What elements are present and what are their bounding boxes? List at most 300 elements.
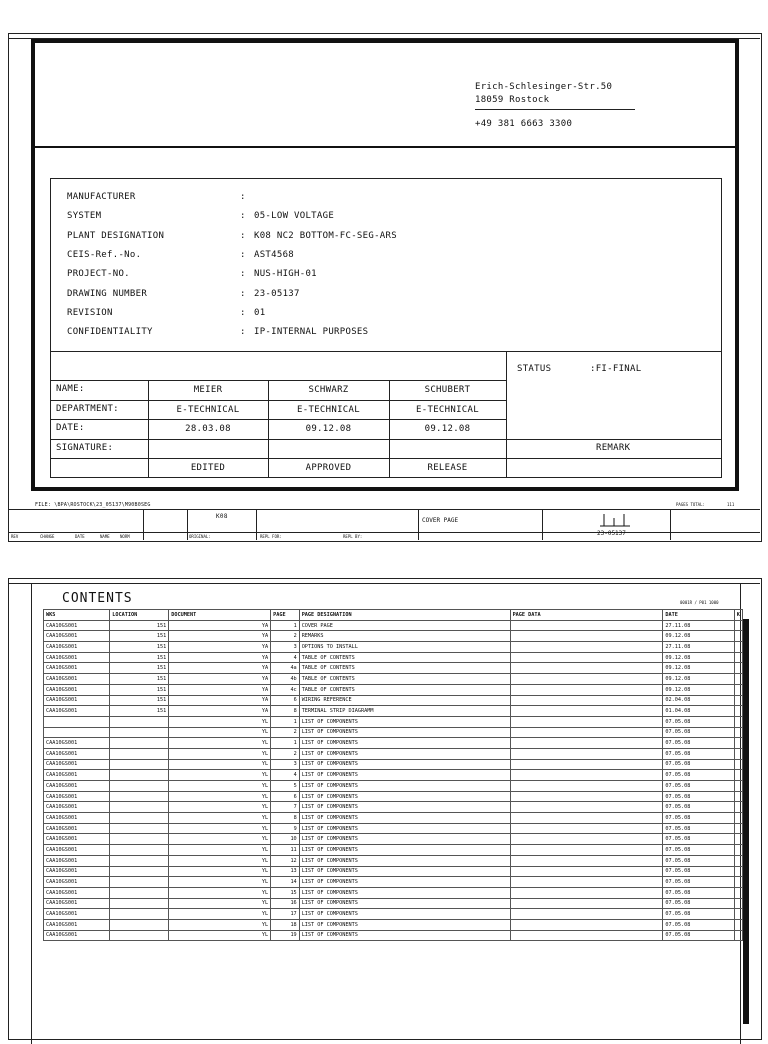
cell-wks: CAA10GS001 (44, 770, 110, 781)
cell-date: 02.04.08 (663, 695, 734, 706)
cell-wks: CAA10GS001 (44, 834, 110, 845)
cell-date: 07.05.08 (663, 919, 734, 930)
cell-loc (110, 727, 169, 738)
cell-loc (110, 919, 169, 930)
cell-empty (510, 791, 663, 802)
cell-wks (44, 716, 110, 727)
tb-bottom-label: NAME (100, 534, 110, 539)
tb-cover-page: COVER PAGE (422, 517, 459, 524)
cell-date: 07.05.08 (663, 770, 734, 781)
cell-page: 13 (271, 866, 300, 877)
cell-wks: CAA10GS001 (44, 759, 110, 770)
cell-des: LIST OF COMPONENTS (299, 802, 510, 813)
cell-empty (734, 866, 742, 877)
cell-empty (734, 823, 742, 834)
cell-des: LIST OF COMPONENTS (299, 898, 510, 909)
cell-wks: CAA10GS001 (44, 845, 110, 856)
cell-doc: YA (169, 695, 271, 706)
cell-empty (510, 781, 663, 792)
cell-empty (510, 770, 663, 781)
col-page-data: PAGE DATA (510, 610, 663, 621)
field-label: PLANT DESIGNATION (67, 230, 165, 241)
sign-grid-line (50, 419, 506, 420)
cell-page: 2 (271, 748, 300, 759)
table-row (44, 716, 743, 727)
signer-date: 28.03.08 (185, 424, 231, 434)
tb-bottom-label: NORM (120, 534, 130, 539)
logo-mark-icon (600, 512, 630, 528)
cell-empty (510, 919, 663, 930)
cell-date: 07.05.08 (663, 909, 734, 920)
sign-grid-line (50, 458, 506, 459)
cell-doc: YL (169, 727, 271, 738)
cell-page: 4 (271, 770, 300, 781)
cell-empty (734, 684, 742, 695)
cell-empty (510, 727, 663, 738)
cell-loc: 151 (110, 684, 169, 695)
cell-loc (110, 823, 169, 834)
cell-page: 4b (271, 674, 300, 685)
cell-date: 07.05.08 (663, 791, 734, 802)
tb-pages-total-value: 111 (727, 502, 735, 507)
cell-empty (510, 748, 663, 759)
cell-des: LIST OF COMPONENTS (299, 770, 510, 781)
cell-empty (734, 759, 742, 770)
cell-loc (110, 866, 169, 877)
cell-des: LIST OF COMPONENTS (299, 919, 510, 930)
cell-doc: YL (169, 898, 271, 909)
cell-wks: CAA10GS001 (44, 738, 110, 749)
cell-empty (510, 642, 663, 653)
table-row (44, 791, 743, 802)
cell-wks (44, 727, 110, 738)
table-row (44, 919, 743, 930)
field-colon: : (240, 288, 246, 299)
cell-empty (510, 652, 663, 663)
cell-empty (510, 706, 663, 717)
table-row (44, 631, 743, 642)
signer-date: 09.12.08 (424, 424, 471, 434)
cell-page: 8 (271, 813, 300, 824)
cell-date: 07.05.08 (663, 855, 734, 866)
cell-loc (110, 802, 169, 813)
field-colon: : (240, 269, 246, 280)
address-line1: Erich-Schlesinger-Str.50 (475, 82, 613, 92)
cell-empty (734, 781, 742, 792)
cell-page: 2 (271, 631, 300, 642)
cell-loc: 151 (110, 663, 169, 674)
cell-wks: CAA10GS001 (44, 930, 110, 941)
cell-date: 07.05.08 (663, 866, 734, 877)
cell-doc: YA (169, 674, 271, 685)
cell-loc (110, 759, 169, 770)
signer-date: 09.12.08 (305, 424, 352, 434)
cell-empty (510, 887, 663, 898)
cell-wks: CAA10GS001 (44, 909, 110, 920)
cell-date: 07.05.08 (663, 898, 734, 909)
cell-doc: YA (169, 684, 271, 695)
cell-doc: YL (169, 877, 271, 888)
cell-loc (110, 781, 169, 792)
cell-doc: YL (169, 770, 271, 781)
cell-doc: YL (169, 919, 271, 930)
cell-empty (510, 631, 663, 642)
cell-doc: YA (169, 706, 271, 717)
cell-date: 09.12.08 (663, 684, 734, 695)
tb-k08: K08 (216, 513, 228, 520)
cell-empty (510, 802, 663, 813)
field-label: PROJECT-NO. (67, 269, 130, 280)
cell-des: LIST OF COMPONENTS (299, 909, 510, 920)
cell-wks: CAA10GS001 (44, 695, 110, 706)
cell-empty (734, 706, 742, 717)
field-colon: : (240, 307, 246, 318)
cell-loc: 151 (110, 652, 169, 663)
signer-name: SCHWARZ (308, 385, 349, 395)
tb-bottom-label: DATE (75, 534, 85, 539)
signer-role: APPROVED (305, 463, 352, 473)
cell-loc (110, 898, 169, 909)
cell-doc: YL (169, 845, 271, 856)
cell-wks: CAA10GS001 (44, 781, 110, 792)
tb-col (670, 509, 671, 540)
cell-empty (510, 823, 663, 834)
cell-doc: YL (169, 887, 271, 898)
field-colon: : (240, 249, 246, 260)
sign-grid-line (50, 400, 506, 401)
table-row (44, 652, 743, 663)
cell-empty (510, 866, 663, 877)
cell-page: 17 (271, 909, 300, 920)
signer-name: MEIER (193, 385, 223, 395)
remark-label: REMARK (596, 443, 631, 453)
tb-pages-total-label: PAGES TOTAL: (676, 502, 705, 507)
cell-date: 07.05.08 (663, 887, 734, 898)
cell-doc: YL (169, 802, 271, 813)
cell-des: LIST OF COMPONENTS (299, 877, 510, 888)
status-value: :FI-FINAL (590, 364, 642, 374)
cell-des: LIST OF COMPONENTS (299, 791, 510, 802)
cell-wks: CAA10GS001 (44, 919, 110, 930)
cell-des: LIST OF COMPONENTS (299, 781, 510, 792)
table-row (44, 695, 743, 706)
cell-des: LIST OF COMPONENTS (299, 759, 510, 770)
table-row (44, 620, 743, 631)
cell-empty (734, 791, 742, 802)
cell-empty (734, 652, 742, 663)
cell-empty (734, 695, 742, 706)
cell-loc: 151 (110, 674, 169, 685)
table-row (44, 727, 743, 738)
cell-des: LIST OF COMPONENTS (299, 845, 510, 856)
title-block-mid (8, 532, 760, 533)
table-row (44, 887, 743, 898)
col-k: K (734, 610, 742, 621)
table-row (44, 823, 743, 834)
title-block-top (8, 509, 760, 510)
tb-bottom-label: REPL BY: (343, 534, 363, 539)
cell-empty (510, 855, 663, 866)
cell-empty (734, 770, 742, 781)
k-column-bar (743, 619, 749, 1024)
cell-wks: CAA10GS001 (44, 877, 110, 888)
tb-bottom-label: REPL FOR: (260, 534, 282, 539)
department-row-label: DEPARTMENT: (56, 404, 119, 414)
cell-des: LIST OF COMPONENTS (299, 887, 510, 898)
cell-page: 9 (271, 823, 300, 834)
cell-wks: CAA10GS001 (44, 620, 110, 631)
cell-wks: CAA10GS001 (44, 748, 110, 759)
cell-empty (734, 909, 742, 920)
cell-empty (734, 738, 742, 749)
cell-empty (510, 674, 663, 685)
cell-page: 19 (271, 930, 300, 941)
cell-des: LIST OF COMPONENTS (299, 727, 510, 738)
cell-doc: YL (169, 823, 271, 834)
cell-empty (734, 855, 742, 866)
cell-loc: 151 (110, 620, 169, 631)
status-label: STATUS (517, 364, 552, 374)
cell-doc: YL (169, 813, 271, 824)
cell-des: TERMINAL STRIP DIAGRAMM (299, 706, 510, 717)
cell-doc: YA (169, 652, 271, 663)
table-row (44, 866, 743, 877)
cell-date: 27.11.08 (663, 642, 734, 653)
cell-page: 4c (271, 684, 300, 695)
tb-col (187, 509, 188, 540)
cell-empty (510, 909, 663, 920)
cell-page: 5 (271, 781, 300, 792)
cell-empty (734, 813, 742, 824)
cell-doc: YL (169, 738, 271, 749)
table-row (44, 770, 743, 781)
contents-corner-note: 0001R / P01 1000 (680, 600, 719, 605)
signer-department: E-TECHNICAL (416, 405, 479, 415)
cell-wks: CAA10GS001 (44, 823, 110, 834)
cell-wks: CAA10GS001 (44, 652, 110, 663)
field-label: CEIS-Ref.-No. (67, 249, 142, 260)
cell-des: TABLE OF CONTENTS (299, 684, 510, 695)
cell-date: 07.05.08 (663, 748, 734, 759)
cell-date: 07.05.08 (663, 845, 734, 856)
table-row (44, 802, 743, 813)
cell-empty (734, 887, 742, 898)
cell-doc: YL (169, 866, 271, 877)
cell-wks: CAA10GS001 (44, 855, 110, 866)
cell-doc: YL (169, 748, 271, 759)
cell-loc (110, 738, 169, 749)
cell-doc: YA (169, 631, 271, 642)
field-colon: : (240, 192, 246, 202)
cell-empty (510, 684, 663, 695)
field-value: 05-LOW VOLTAGE (254, 211, 335, 222)
cell-wks: CAA10GS001 (44, 706, 110, 717)
field-value: K08 NC2 BOTTOM-FC-SEG-ARS (254, 230, 397, 241)
col-date: DATE (663, 610, 734, 621)
cell-empty (510, 813, 663, 824)
cell-wks: CAA10GS001 (44, 813, 110, 824)
cell-page: 6 (271, 791, 300, 802)
cell-empty (510, 738, 663, 749)
cell-loc (110, 770, 169, 781)
cell-loc (110, 813, 169, 824)
cell-doc: YL (169, 716, 271, 727)
cell-wks: CAA10GS001 (44, 898, 110, 909)
cell-empty (510, 845, 663, 856)
tb-bottom-label: ORIGINAL: (189, 534, 211, 539)
col-wks: WKS (44, 610, 110, 621)
cell-des: TABLE OF CONTENTS (299, 652, 510, 663)
table-row (44, 877, 743, 888)
cell-wks: CAA10GS001 (44, 663, 110, 674)
cell-page: 16 (271, 898, 300, 909)
cell-wks: CAA10GS001 (44, 631, 110, 642)
contents-table (43, 609, 743, 941)
cell-empty (734, 877, 742, 888)
cell-wks: CAA10GS001 (44, 674, 110, 685)
cell-empty (734, 620, 742, 631)
contents-title: CONTENTS (62, 591, 133, 606)
cell-loc (110, 887, 169, 898)
table-row (44, 674, 743, 685)
cell-date: 07.05.08 (663, 716, 734, 727)
cover-header-divider (35, 146, 735, 148)
cell-empty (734, 748, 742, 759)
name-row-label: NAME: (56, 384, 85, 394)
tb-drawing-number: 23-05137 (597, 530, 626, 537)
cell-loc: 151 (110, 695, 169, 706)
cell-doc: YA (169, 663, 271, 674)
field-colon: : (240, 327, 246, 338)
cell-des: LIST OF COMPONENTS (299, 823, 510, 834)
cell-empty (510, 930, 663, 941)
col-location: LOCATION (110, 610, 169, 621)
cell-doc: YL (169, 855, 271, 866)
cell-page: 1 (271, 716, 300, 727)
tb-bottom-label: CHANGE (40, 534, 55, 539)
cell-page: 8 (271, 706, 300, 717)
cell-des: LIST OF COMPONENTS (299, 716, 510, 727)
cell-date: 01.04.08 (663, 706, 734, 717)
cell-des: LIST OF COMPONENTS (299, 738, 510, 749)
cell-des: TABLE OF CONTENTS (299, 663, 510, 674)
file-path: FILE: \BPA\ROSTOCK\23_05137\M90B0SEG (35, 502, 151, 508)
cell-empty (510, 759, 663, 770)
cell-loc (110, 716, 169, 727)
cell-page: 18 (271, 919, 300, 930)
cell-des: COVER PAGE (299, 620, 510, 631)
cell-empty (510, 620, 663, 631)
col-designation: PAGE DESIGNATION (299, 610, 510, 621)
cell-page: 1 (271, 738, 300, 749)
cell-des: LIST OF COMPONENTS (299, 855, 510, 866)
signer-department: E-TECHNICAL (297, 405, 360, 415)
cell-wks: CAA10GS001 (44, 866, 110, 877)
cell-des: WIRING REFERENCE (299, 695, 510, 706)
field-value: AST4568 (254, 249, 295, 260)
cell-loc: 151 (110, 631, 169, 642)
cell-doc: YL (169, 759, 271, 770)
field-value: 23-05137 (254, 288, 300, 299)
table-row (44, 642, 743, 653)
cell-loc (110, 834, 169, 845)
info-box-divider (50, 351, 722, 352)
signer-role: RELEASE (427, 463, 468, 473)
cell-empty (734, 845, 742, 856)
cell-des: LIST OF COMPONENTS (299, 748, 510, 759)
cell-page: 4 (271, 652, 300, 663)
cell-des: TABLE OF CONTENTS (299, 674, 510, 685)
tb-col (542, 509, 543, 540)
cell-loc (110, 909, 169, 920)
cell-date: 09.12.08 (663, 674, 734, 685)
table-row (44, 834, 743, 845)
cell-empty (734, 663, 742, 674)
cell-date: 07.05.08 (663, 877, 734, 888)
cell-doc: YL (169, 781, 271, 792)
field-label: SYSTEM (67, 211, 102, 222)
remark-divider-bottom (506, 458, 722, 459)
cell-page: 12 (271, 855, 300, 866)
cell-empty (734, 727, 742, 738)
cell-empty (734, 642, 742, 653)
cell-date: 07.05.08 (663, 781, 734, 792)
cell-page: 14 (271, 877, 300, 888)
cell-empty (734, 802, 742, 813)
cell-date: 09.12.08 (663, 652, 734, 663)
cell-date: 07.05.08 (663, 823, 734, 834)
field-label: CONFIDENTIALITY (67, 327, 153, 338)
cell-empty (510, 716, 663, 727)
table-row (44, 738, 743, 749)
signature-row-label: SIGNATURE: (56, 443, 114, 453)
cell-wks: CAA10GS001 (44, 802, 110, 813)
cell-date: 27.11.08 (663, 620, 734, 631)
cell-page: 2 (271, 727, 300, 738)
table-row (44, 930, 743, 941)
table-row (44, 663, 743, 674)
cell-page: 4a (271, 663, 300, 674)
address-line2: 18059 Rostock (475, 95, 550, 105)
cell-page: 15 (271, 887, 300, 898)
cell-page: 3 (271, 759, 300, 770)
cell-empty (734, 674, 742, 685)
cell-des: LIST OF COMPONENTS (299, 834, 510, 845)
cell-empty (734, 898, 742, 909)
tb-col (143, 509, 144, 540)
cell-date: 07.05.08 (663, 813, 734, 824)
cell-empty (510, 877, 663, 888)
cell-loc (110, 748, 169, 759)
cell-date: 09.12.08 (663, 663, 734, 674)
address-underline (475, 109, 635, 110)
field-label: REVISION (67, 307, 113, 318)
cell-doc: YL (169, 834, 271, 845)
field-value: NUS-HIGH-01 (254, 269, 317, 280)
field-value: 01 (254, 307, 266, 318)
cell-empty (734, 930, 742, 941)
cell-loc (110, 791, 169, 802)
cell-loc (110, 930, 169, 941)
table-row (44, 684, 743, 695)
table-row (44, 898, 743, 909)
cell-empty (734, 834, 742, 845)
remark-divider-top (506, 439, 722, 440)
cell-date: 07.05.08 (663, 802, 734, 813)
cell-page: 1 (271, 620, 300, 631)
signer-role: EDITED (190, 463, 226, 473)
contents-header-row (44, 610, 743, 621)
